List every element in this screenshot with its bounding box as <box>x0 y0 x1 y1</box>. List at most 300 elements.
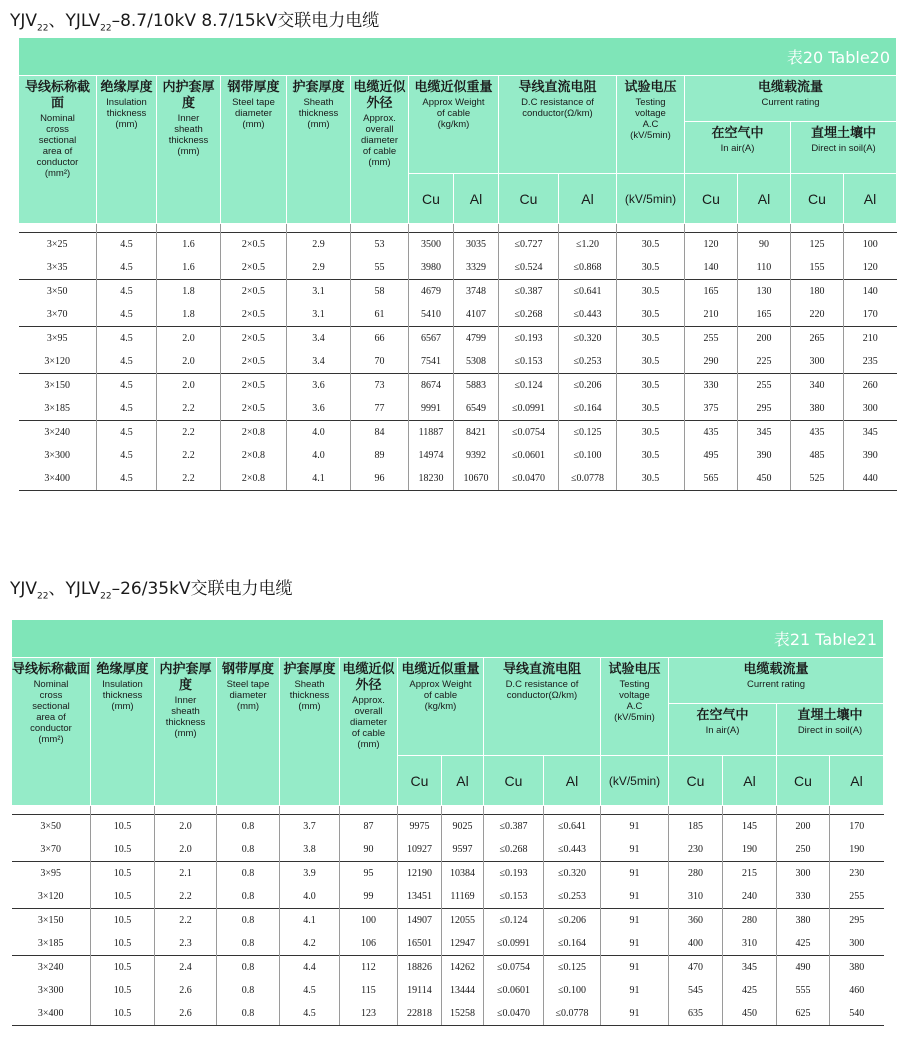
table-cell: 4.5 <box>97 421 157 445</box>
spacer-cell <box>685 224 738 233</box>
spacer-cell <box>617 224 685 233</box>
table-cell: 30.5 <box>617 350 685 374</box>
spacer-cell <box>19 224 97 233</box>
spacer-cell <box>499 224 559 233</box>
table-cell: 4.5 <box>280 1002 340 1026</box>
table-cell: 2.2 <box>155 885 217 909</box>
table-cell: 180 <box>791 280 844 304</box>
table-cell: 460 <box>830 979 884 1002</box>
table-cell: 55 <box>351 256 409 280</box>
table-cell: 90 <box>738 233 791 257</box>
table-cell: 4.5 <box>280 979 340 1002</box>
table-cell: 170 <box>830 815 884 839</box>
table-cell: ≤0.868 <box>559 256 617 280</box>
table-row <box>12 1002 884 1026</box>
table-cell: 0.8 <box>217 909 280 933</box>
col-conductor-header: 导线标称截面 Nominal cross sectional area of conductor (mm²) <box>12 658 91 806</box>
table-cell: 123 <box>340 1002 398 1026</box>
table-cell: 380 <box>830 956 884 980</box>
col-current-rating-header: 电缆载流量 Current rating <box>685 76 897 122</box>
table-row <box>12 862 884 886</box>
table-cell: 1.6 <box>157 256 221 280</box>
table-cell: 2.2 <box>157 467 221 491</box>
spacer-cell <box>559 224 617 233</box>
table-cell: 95 <box>340 862 398 886</box>
table-cell: 495 <box>685 444 738 467</box>
table-cell: 3.7 <box>280 815 340 839</box>
table-cell: 4.5 <box>97 350 157 374</box>
table-cell: 2.0 <box>155 815 217 839</box>
table-cell: 8421 <box>454 421 499 445</box>
table-cell: 91 <box>601 1002 669 1026</box>
table-cell: 190 <box>830 838 884 862</box>
table-cell: 210 <box>685 303 738 327</box>
table-cell: 3×95 <box>12 862 91 886</box>
table-cell: ≤0.387 <box>499 280 559 304</box>
table-cell: 1.8 <box>157 303 221 327</box>
table-cell: 2×0.8 <box>221 444 287 467</box>
table-cell: ≤0.0601 <box>499 444 559 467</box>
air-al-header: Al <box>738 174 791 224</box>
air-al-header: Al <box>723 756 777 806</box>
spacer-cell <box>217 806 280 815</box>
table-cell: 170 <box>844 303 897 327</box>
table-cell: 14907 <box>398 909 442 933</box>
table-cell: 295 <box>738 397 791 421</box>
table-cell: 10384 <box>442 862 484 886</box>
spacer-cell <box>97 224 157 233</box>
table-cell: 3.9 <box>280 862 340 886</box>
col-insulation-header: 绝缘厚度 Insulation thickness (mm) <box>91 658 155 806</box>
table-cell: 255 <box>738 374 791 398</box>
table-cell: 280 <box>723 909 777 933</box>
table-cell: ≤0.727 <box>499 233 559 257</box>
table-cell: 290 <box>685 350 738 374</box>
table-cell: 2.9 <box>287 256 351 280</box>
table-row <box>19 444 897 467</box>
table-row <box>19 233 897 257</box>
table-cell: ≤0.0778 <box>544 1002 601 1026</box>
table-cell: ≤0.206 <box>544 909 601 933</box>
table-cell: 425 <box>777 932 830 956</box>
table-cell: 435 <box>685 421 738 445</box>
table-cell: 140 <box>685 256 738 280</box>
spacer-cell <box>723 806 777 815</box>
table-cell: 625 <box>777 1002 830 1026</box>
spacer-cell <box>777 806 830 815</box>
table-cell: 30.5 <box>617 444 685 467</box>
table-cell: 255 <box>685 327 738 351</box>
spacer-cell <box>287 224 351 233</box>
table-cell: 145 <box>723 815 777 839</box>
table-cell: 10.5 <box>91 956 155 980</box>
spacer-cell <box>738 224 791 233</box>
air-cu-header: Cu <box>685 174 738 224</box>
table-cell: 3×300 <box>12 979 91 1002</box>
table-cell: 215 <box>723 862 777 886</box>
table-cell: 380 <box>791 397 844 421</box>
table-cell: 4.5 <box>97 467 157 491</box>
table-cell: 3×35 <box>19 256 97 280</box>
col-current-rating-header: 电缆载流量 Current rating <box>669 658 884 704</box>
table-cell: 490 <box>777 956 830 980</box>
table-cell: 330 <box>777 885 830 909</box>
table-cell: 0.8 <box>217 862 280 886</box>
table-cell: 4.2 <box>280 932 340 956</box>
table-row <box>19 280 897 304</box>
table-cell: ≤0.387 <box>484 815 544 839</box>
table-cell: 3.4 <box>287 350 351 374</box>
table-cell: 4.5 <box>97 444 157 467</box>
table-cell: 375 <box>685 397 738 421</box>
table-cell: 30.5 <box>617 327 685 351</box>
col-in-soil-header: 直埋土壤中 Direct in soil(A) <box>777 704 884 756</box>
table-cell: ≤0.206 <box>559 374 617 398</box>
resistance-cu-header: Cu <box>499 174 559 224</box>
table-cell: 14974 <box>409 444 454 467</box>
table-cell: 100 <box>844 233 897 257</box>
table-cell: 2.9 <box>287 233 351 257</box>
table-cell: 3×95 <box>19 327 97 351</box>
table-cell: 3.8 <box>280 838 340 862</box>
table-row <box>19 303 897 327</box>
table-cell: 6549 <box>454 397 499 421</box>
table-cell: 2×0.5 <box>221 303 287 327</box>
table-cell: 4.1 <box>280 909 340 933</box>
table-cell: 3980 <box>409 256 454 280</box>
table-cell: 5308 <box>454 350 499 374</box>
table-cell: 2×0.5 <box>221 350 287 374</box>
table-cell: 10.5 <box>91 909 155 933</box>
table-cell: 250 <box>777 838 830 862</box>
table-cell: 265 <box>791 327 844 351</box>
table-cell: 190 <box>723 838 777 862</box>
table-row <box>19 256 897 280</box>
table-cell: 540 <box>830 1002 884 1026</box>
table-cell: 4.1 <box>287 467 351 491</box>
table-cell: 2.6 <box>155 1002 217 1026</box>
table-cell: 0.8 <box>217 815 280 839</box>
table-cell: 3×240 <box>12 956 91 980</box>
table-cell: 91 <box>601 862 669 886</box>
table-cell: 4.0 <box>287 444 351 467</box>
table-cell: 106 <box>340 932 398 956</box>
table-cell: 2×0.5 <box>221 374 287 398</box>
table-cell: ≤0.0991 <box>484 932 544 956</box>
col-overall-dia-header: 电缆近似外径 Approx. overall diameter of cable (mm) <box>351 76 409 224</box>
table20 <box>18 37 897 491</box>
table-cell: 4.0 <box>287 421 351 445</box>
spacer-cell <box>484 806 544 815</box>
table-cell: ≤0.124 <box>484 909 544 933</box>
table-cell: 300 <box>777 862 830 886</box>
weight-al-header: Al <box>454 174 499 224</box>
table-cell: 11887 <box>409 421 454 445</box>
table-row <box>12 838 884 862</box>
table-cell: 3×50 <box>19 280 97 304</box>
col-resistance-header: 导线直流电阻 D.C resistance of conductor(Ω/km) <box>484 658 601 756</box>
table20-tag: 表20 Table20 <box>19 38 897 76</box>
table-cell: 2×0.5 <box>221 327 287 351</box>
table-cell: 450 <box>738 467 791 491</box>
table-cell: 9975 <box>398 815 442 839</box>
table-cell: 9392 <box>454 444 499 467</box>
table-cell: 3×50 <box>12 815 91 839</box>
spacer-cell <box>791 224 844 233</box>
table-cell: 120 <box>844 256 897 280</box>
table-cell: ≤0.0991 <box>499 397 559 421</box>
table-cell: 310 <box>669 885 723 909</box>
table-cell: 18230 <box>409 467 454 491</box>
table-cell: 22818 <box>398 1002 442 1026</box>
table-cell: 345 <box>738 421 791 445</box>
table-cell: 5883 <box>454 374 499 398</box>
table-cell: 7541 <box>409 350 454 374</box>
table-cell: 295 <box>830 909 884 933</box>
table-cell: 125 <box>791 233 844 257</box>
table-row <box>19 467 897 491</box>
table-cell: 200 <box>738 327 791 351</box>
table-cell: 1.8 <box>157 280 221 304</box>
table-cell: 3×185 <box>12 932 91 956</box>
table-cell: 310 <box>723 932 777 956</box>
table-cell: 360 <box>669 909 723 933</box>
table-cell: 435 <box>791 421 844 445</box>
table-cell: 2.0 <box>157 350 221 374</box>
table-cell: 440 <box>844 467 897 491</box>
spacer-cell <box>351 224 409 233</box>
col-test-voltage-header: 试验电压 Testing voltage A.C (kV/5min) <box>601 658 669 756</box>
soil-cu-header: Cu <box>791 174 844 224</box>
table-cell: 10.5 <box>91 932 155 956</box>
table-cell: 280 <box>669 862 723 886</box>
table-cell: 2.2 <box>157 421 221 445</box>
table-cell: 3500 <box>409 233 454 257</box>
table-cell: 115 <box>340 979 398 1002</box>
spacer-cell <box>221 224 287 233</box>
col-steel-tape-header: 钢带厚度 Steel tape diameter (mm) <box>221 76 287 224</box>
table-cell: 450 <box>723 1002 777 1026</box>
table-cell: 390 <box>844 444 897 467</box>
spacer-cell <box>12 806 91 815</box>
table-cell: 10927 <box>398 838 442 862</box>
table-cell: ≤0.125 <box>544 956 601 980</box>
table-cell: 3×120 <box>12 885 91 909</box>
spacer-cell <box>442 806 484 815</box>
table-cell: ≤0.0470 <box>499 467 559 491</box>
table-cell: 30.5 <box>617 397 685 421</box>
table-cell: 4.5 <box>97 397 157 421</box>
table-cell: 3748 <box>454 280 499 304</box>
table21-body <box>12 806 884 1026</box>
table-cell: 84 <box>351 421 409 445</box>
table-cell: 10.5 <box>91 979 155 1002</box>
spacer-cell <box>398 806 442 815</box>
spacer-cell <box>340 806 398 815</box>
table-cell: ≤0.125 <box>559 421 617 445</box>
table-cell: ≤0.641 <box>559 280 617 304</box>
table-cell: 2×0.5 <box>221 397 287 421</box>
table-cell: ≤0.268 <box>484 838 544 862</box>
table-cell: 525 <box>791 467 844 491</box>
table-cell: 90 <box>340 838 398 862</box>
table-cell: 340 <box>791 374 844 398</box>
table-cell: 2×0.5 <box>221 233 287 257</box>
table-cell: 485 <box>791 444 844 467</box>
table-cell: 91 <box>601 815 669 839</box>
col-inner-sheath-header: 内护套厚度 Inner sheath thickness (mm) <box>157 76 221 224</box>
table-cell: 13444 <box>442 979 484 1002</box>
table-cell: 555 <box>777 979 830 1002</box>
table-cell: 3×120 <box>19 350 97 374</box>
table-cell: 9025 <box>442 815 484 839</box>
table-cell: 2.6 <box>155 979 217 1002</box>
table-cell: 345 <box>723 956 777 980</box>
table21-tag: 表21 Table21 <box>12 620 884 658</box>
table-cell: 2×0.8 <box>221 421 287 445</box>
table-cell: 380 <box>777 909 830 933</box>
table-cell: 3.1 <box>287 280 351 304</box>
table-cell: 635 <box>669 1002 723 1026</box>
col-sheath-header: 护套厚度 Sheath thickness (mm) <box>287 76 351 224</box>
table-cell: ≤0.153 <box>484 885 544 909</box>
table-row <box>12 909 884 933</box>
table-cell: 2.2 <box>157 397 221 421</box>
table-cell: 96 <box>351 467 409 491</box>
spacer-cell <box>454 224 499 233</box>
col-in-air-header: 在空气中 In air(A) <box>685 122 791 174</box>
col-test-voltage-header: 试验电压 Testing voltage A.C (kV/5min) <box>617 76 685 174</box>
table-cell: 2.0 <box>157 374 221 398</box>
table-cell: 4.0 <box>280 885 340 909</box>
table-cell: 330 <box>685 374 738 398</box>
table-cell: 30.5 <box>617 233 685 257</box>
table-cell: ≤0.193 <box>499 327 559 351</box>
table-cell: 100 <box>340 909 398 933</box>
table-cell: 2.0 <box>157 327 221 351</box>
table-cell: ≤0.641 <box>544 815 601 839</box>
table-cell: 30.5 <box>617 467 685 491</box>
table-cell: ≤0.164 <box>544 932 601 956</box>
table-cell: 8674 <box>409 374 454 398</box>
col-inner-sheath-header: 内护套厚度 Inner sheath thickness (mm) <box>155 658 217 806</box>
table-row <box>12 932 884 956</box>
table-cell: 3×300 <box>19 444 97 467</box>
table-cell: 0.8 <box>217 956 280 980</box>
table-cell: 155 <box>791 256 844 280</box>
resistance-al-header: Al <box>544 756 601 806</box>
table-cell: 2.3 <box>155 932 217 956</box>
resistance-cu-header: Cu <box>484 756 544 806</box>
table-cell: ≤0.443 <box>544 838 601 862</box>
table-cell: 61 <box>351 303 409 327</box>
col-conductor-header: 导线标称截面 Nominal cross sectional area of conductor (mm²) <box>19 76 97 224</box>
table-cell: ≤0.124 <box>499 374 559 398</box>
table-cell: 3.1 <box>287 303 351 327</box>
spacer-cell <box>830 806 884 815</box>
table-cell: 91 <box>601 885 669 909</box>
table-cell: 30.5 <box>617 421 685 445</box>
table-cell: ≤0.524 <box>499 256 559 280</box>
table-cell: 0.8 <box>217 885 280 909</box>
table-cell: 3×150 <box>12 909 91 933</box>
spacer-cell <box>669 806 723 815</box>
table20-body <box>19 224 897 491</box>
weight-al-header: Al <box>442 756 484 806</box>
table-cell: 3×70 <box>12 838 91 862</box>
table-cell: 3×400 <box>12 1002 91 1026</box>
table-cell: 2.1 <box>155 862 217 886</box>
soil-al-header: Al <box>844 174 897 224</box>
table-cell: 0.8 <box>217 932 280 956</box>
table-cell: 165 <box>685 280 738 304</box>
table-cell: 30.5 <box>617 256 685 280</box>
table-cell: 3×70 <box>19 303 97 327</box>
table-cell: 3×400 <box>19 467 97 491</box>
table-cell: 15258 <box>442 1002 484 1026</box>
table-cell: 10.5 <box>91 885 155 909</box>
weight-cu-header: Cu <box>409 174 454 224</box>
table-row <box>12 815 884 839</box>
table-cell: 3×240 <box>19 421 97 445</box>
table-cell: 91 <box>601 956 669 980</box>
table-row <box>19 397 897 421</box>
table-cell: ≤0.153 <box>499 350 559 374</box>
table-cell: 30.5 <box>617 303 685 327</box>
table-cell: 53 <box>351 233 409 257</box>
table-cell: 18826 <box>398 956 442 980</box>
col-overall-dia-header: 电缆近似外径 Approx. overall diameter of cable (mm) <box>340 658 398 806</box>
spacer-cell <box>844 224 897 233</box>
col-in-soil-header: 直埋土壤中 Direct in soil(A) <box>791 122 897 174</box>
col-weight-header: 电缆近似重量 Approx Weight of cable (kg/km) <box>409 76 499 174</box>
spacer-cell <box>601 806 669 815</box>
table-cell: 10670 <box>454 467 499 491</box>
table-cell: ≤0.320 <box>559 327 617 351</box>
table-cell: 110 <box>738 256 791 280</box>
table-cell: 3×185 <box>19 397 97 421</box>
table-cell: 91 <box>601 932 669 956</box>
table-cell: 120 <box>685 233 738 257</box>
table-cell: ≤0.268 <box>499 303 559 327</box>
table-cell: 2.2 <box>155 909 217 933</box>
table-cell: 30.5 <box>617 280 685 304</box>
table-cell: 425 <box>723 979 777 1002</box>
table-cell: 91 <box>601 838 669 862</box>
spacer-cell <box>155 806 217 815</box>
table-row <box>12 979 884 1002</box>
table-cell: 3.4 <box>287 327 351 351</box>
table-row <box>19 421 897 445</box>
table-cell: 345 <box>844 421 897 445</box>
table-cell: 3×25 <box>19 233 97 257</box>
table-cell: 300 <box>791 350 844 374</box>
table-cell: 4.4 <box>280 956 340 980</box>
table-cell: 230 <box>669 838 723 862</box>
table-cell: 4.5 <box>97 327 157 351</box>
table-cell: 89 <box>351 444 409 467</box>
table-cell: 16501 <box>398 932 442 956</box>
table-cell: 185 <box>669 815 723 839</box>
table-cell: 300 <box>844 397 897 421</box>
spacer-cell <box>91 806 155 815</box>
table-cell: 112 <box>340 956 398 980</box>
table-cell: 300 <box>830 932 884 956</box>
table-cell: ≤0.0470 <box>484 1002 544 1026</box>
table-cell: ≤0.253 <box>559 350 617 374</box>
table-cell: 13451 <box>398 885 442 909</box>
col-resistance-header: 导线直流电阻 D.C resistance of conductor(Ω/km) <box>499 76 617 174</box>
